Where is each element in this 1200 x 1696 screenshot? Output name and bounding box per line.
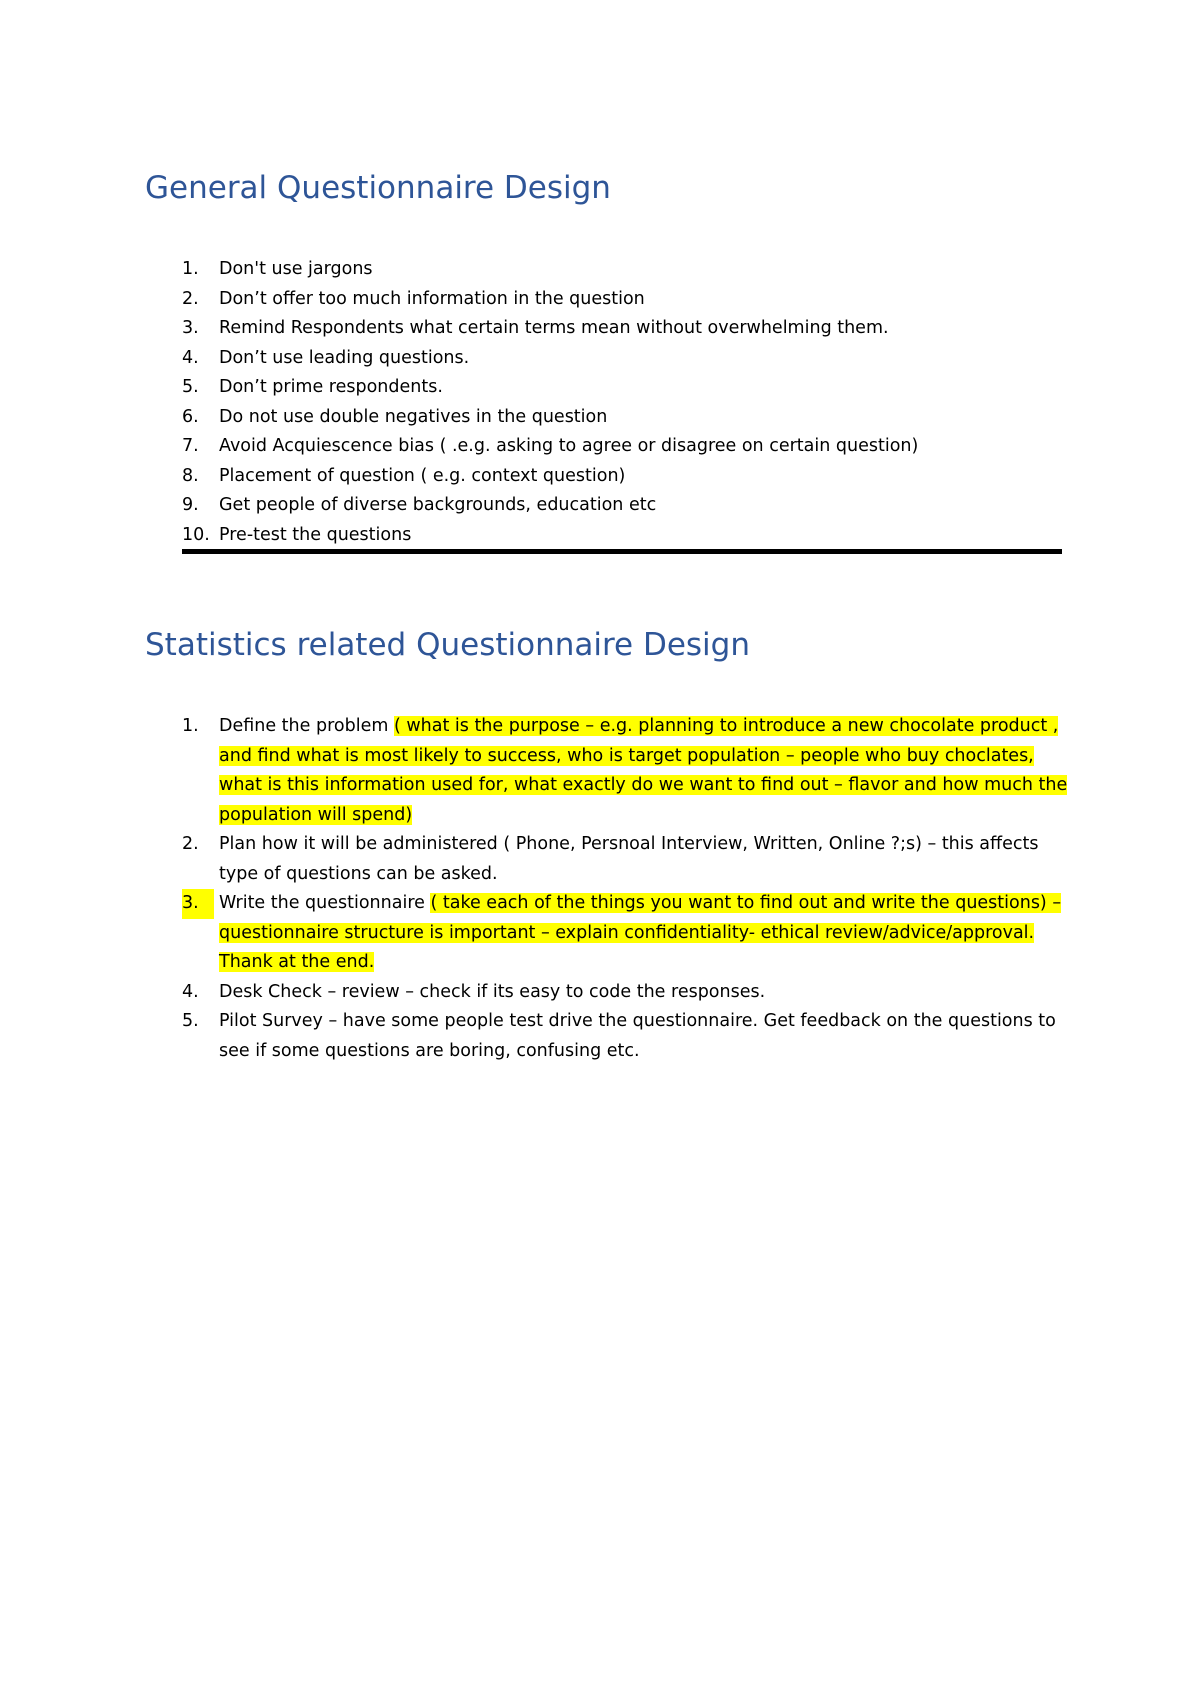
list-number: 2. — [182, 288, 199, 309]
list-number: 4. — [182, 347, 199, 368]
list-item-text: Placement of question ( e.g. context question) — [219, 465, 626, 486]
list-number-highlighted: 3. — [182, 889, 214, 919]
list-item — [0, 978, 1079, 1008]
list-item-text: Write the questionnaire — [219, 893, 431, 913]
list-number: 5. — [182, 377, 199, 397]
list-item-text: Don’t prime respondents. — [219, 377, 443, 397]
list-number: 3. — [182, 318, 199, 338]
list-number: 5. — [182, 1011, 199, 1031]
list-item — [0, 712, 1079, 830]
list-item-text: Pre-test the questions — [219, 524, 412, 545]
list-item — [0, 255, 1079, 285]
list-number: 10. — [182, 524, 210, 545]
list-number: 7. — [182, 436, 199, 456]
list-item-text: Plan how it will be administered ( Phone, Persnoal Interview, Written, Online ?;s) – this affects type of questions can be asked. — [219, 834, 1039, 884]
list-item-text: Desk Check – review – check if its easy to code the responses. — [219, 981, 766, 1002]
list-item — [0, 432, 1079, 462]
list-item-text: Avoid Acquiescence bias ( .e.g. asking to agree or disagree on certain question) — [219, 436, 919, 456]
list-item — [0, 491, 1079, 521]
general-guidelines-list — [0, 255, 1079, 550]
list-item — [0, 344, 1079, 374]
list-item-text: Remind Respondents what certain terms mean without overwhelming them. — [219, 318, 889, 338]
list-number: 6. — [182, 406, 199, 427]
list-item-text: Don’t offer too much information in the question — [219, 288, 645, 309]
statistics-steps-list — [0, 712, 1079, 1066]
list-item — [0, 403, 1079, 433]
section-heading-statistics: Statistics related Questionnaire Design — [145, 627, 750, 663]
list-item — [0, 521, 1079, 551]
highlighted-text: ( what is the purpose – e.g. planning to introduce a new chocolate product , and find what is most likely to success, who is target population – people who buy choclates, what is this information used for, what exactly do we want to find out – flavor and how much the population will spend) — [219, 716, 1068, 825]
list-item-text: Define the problem — [219, 716, 394, 736]
section-heading-general: General Questionnaire Design — [145, 170, 611, 206]
list-item-text: Don't use jargons — [219, 259, 373, 279]
highlighted-text: ( take each of the things you want to find out and write the questions) – questionnaire structure is important – explain confidentiality- ethical review/advice/approval. Thank at the end. — [219, 893, 1062, 972]
list-number: 1. — [182, 716, 199, 736]
list-item — [0, 1007, 1079, 1066]
list-item-text: Pilot Survey – have some people test drive the questionnaire. Get feedback on the questions to see if some questions are boring, confusing etc. — [219, 1011, 1056, 1061]
list-item — [0, 373, 1079, 403]
list-item — [0, 285, 1079, 315]
list-number: 4. — [182, 981, 199, 1002]
list-item-text: Get people of diverse backgrounds, education etc — [219, 495, 657, 515]
list-item — [0, 830, 1079, 889]
list-number: 9. — [182, 495, 199, 515]
list-item-text: Do not use double negatives in the question — [219, 406, 608, 427]
list-number: 1. — [182, 259, 199, 279]
list-item-text: Don’t use leading questions. — [219, 347, 470, 368]
section-divider — [182, 549, 1062, 554]
list-item — [0, 314, 1079, 344]
list-number: 2. — [182, 834, 199, 854]
list-number: 8. — [182, 465, 199, 486]
list-item — [0, 889, 1079, 978]
list-item — [0, 462, 1079, 492]
